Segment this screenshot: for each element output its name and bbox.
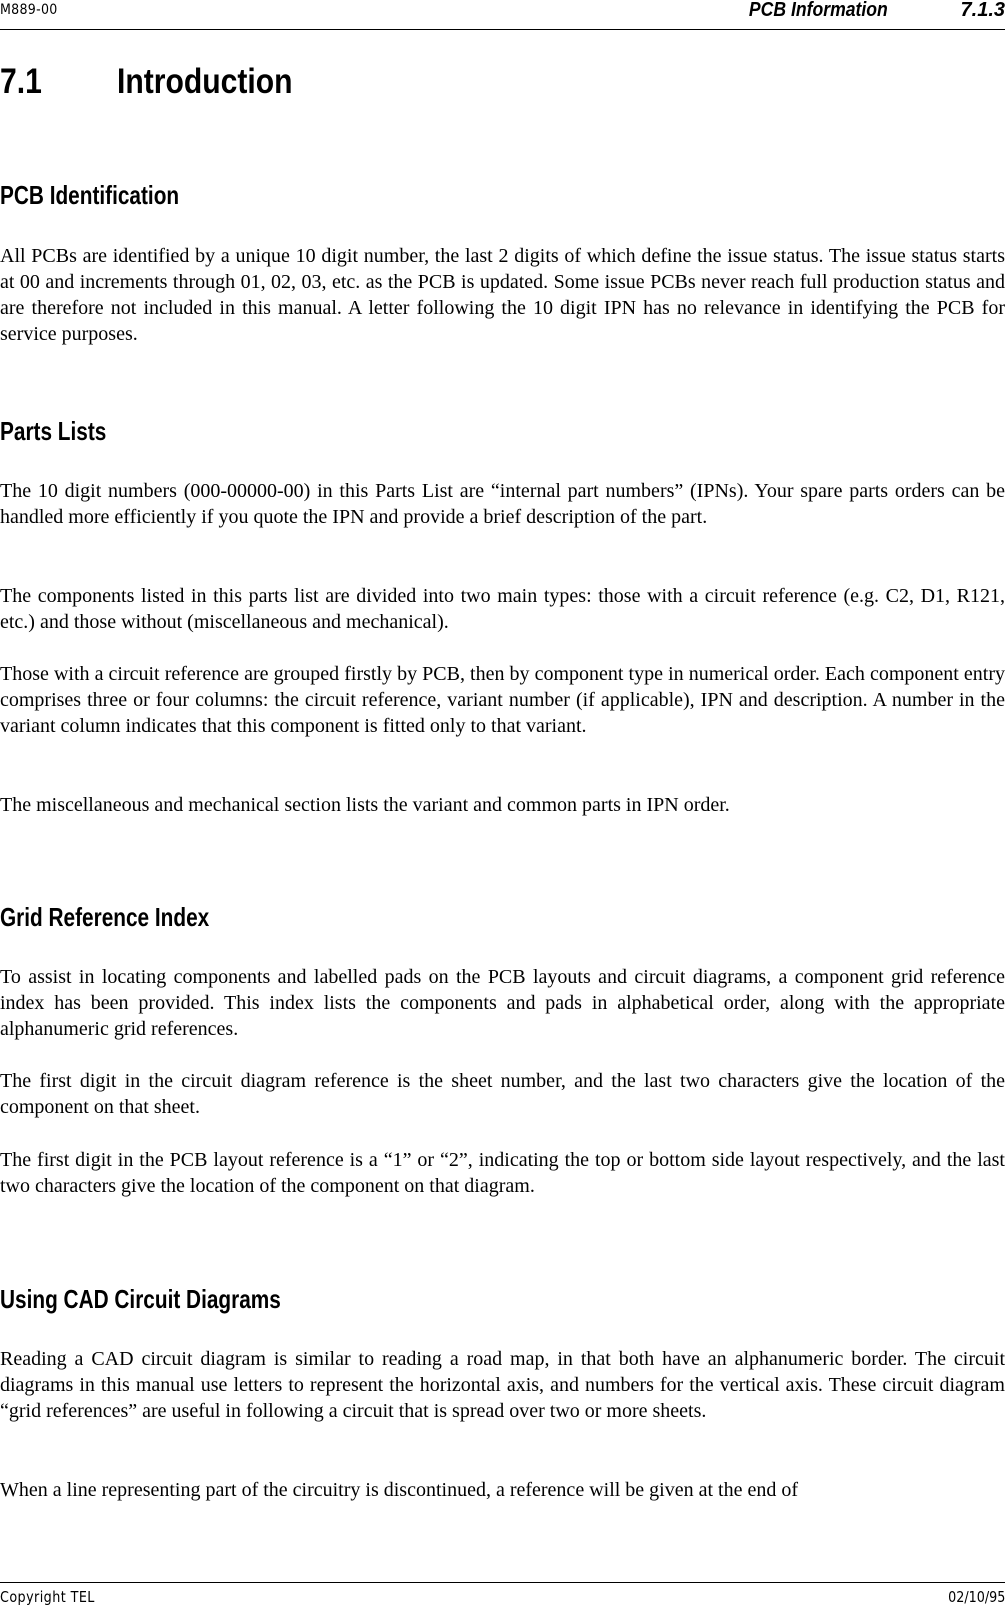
page-footer <box>0 1582 1005 1613</box>
paragraph-parts-lists-3: Those with a circuit reference are grouped firstly by PCB, then by component type in numerical order. Each component entry comprises three or four columns: the circuit reference, variant number (if applicable), IPN and description. A number in the variant column indicates that this component is fitted only to that variant. <box>0 663 1005 737</box>
heading-pcb-identification: PCB Identification <box>0 180 180 210</box>
chapter-number: 7.1 <box>0 62 42 101</box>
paragraph-grid-reference-1: To assist in locating components and labelled pads on the PCB layouts and circuit diagrams, a component grid reference index has been provided. This index lists the components and pads in alphabetical order, along with the appropriate alphanumeric grid references. <box>0 966 1005 1040</box>
paragraph-pcb-identification: All PCBs are identified by a unique 10 digit number, the last 2 digits of which define the issue status. The issue status starts at 00 and increments through 01, 02, 03, etc. as the PCB is updated. Some issue PCBs never reach full production status and are therefore not included in this manual. A letter following the 10 digit IPN has no relevance in identifying the PCB for service purposes. <box>0 245 1005 345</box>
paragraph-parts-lists-1: The 10 digit numbers (000-00000-00) in this Parts List are “internal part numbers” (IPNs). Your spare parts orders can be handled more efficiently if you quote the IPN and provide a brief description of the part. <box>0 480 1005 528</box>
heading-cad-circuit-diagrams: Using CAD Circuit Diagrams <box>0 1284 281 1314</box>
running-section-title: PCB Information <box>749 0 888 21</box>
running-section-number: 7.1.3 <box>960 0 1005 21</box>
paragraph-cad-diagrams-1: Reading a CAD circuit diagram is similar to reading a road map, in that both have an alphanumeric border. The circuit diagrams in this manual use letters to represent the horizontal axis, and numbers for the vertical axis. These circuit diagram “grid references” are useful in following a circuit that is spread over two or more sheets. <box>0 1348 1005 1422</box>
paragraph-grid-reference-2: The first digit in the circuit diagram reference is the sheet number, and the last two characters give the location of the component on that sheet. <box>0 1070 1005 1118</box>
revision-date: 02/10/95 <box>947 1588 1005 1606</box>
copyright-notice: Copyright TEL <box>0 1588 95 1606</box>
document-code: M889-00 <box>0 2 58 18</box>
heading-grid-reference-index: Grid Reference Index <box>0 902 210 932</box>
paragraph-cad-diagrams-2: When a line representing part of the circuitry is discontinued, a reference will be given at the end of <box>0 1479 799 1501</box>
paragraph-parts-lists-2: The components listed in this parts list are divided into two main types: those with a circuit reference (e.g. C2, D1, R121, etc.) and those without (miscellaneous and mechanical). <box>0 585 1005 633</box>
chapter-title: Introduction <box>116 62 293 101</box>
page-header <box>0 0 1005 30</box>
paragraph-grid-reference-3: The first digit in the PCB layout reference is a “1” or “2”, indicating the top or bottom side layout respectively, and the last two characters give the location of the component on that diagram. <box>0 1149 1005 1197</box>
heading-parts-lists: Parts Lists <box>0 416 107 446</box>
paragraph-parts-lists-4: The miscellaneous and mechanical section lists the variant and common parts in IPN order. <box>0 794 730 816</box>
chapter-heading <box>0 62 293 102</box>
